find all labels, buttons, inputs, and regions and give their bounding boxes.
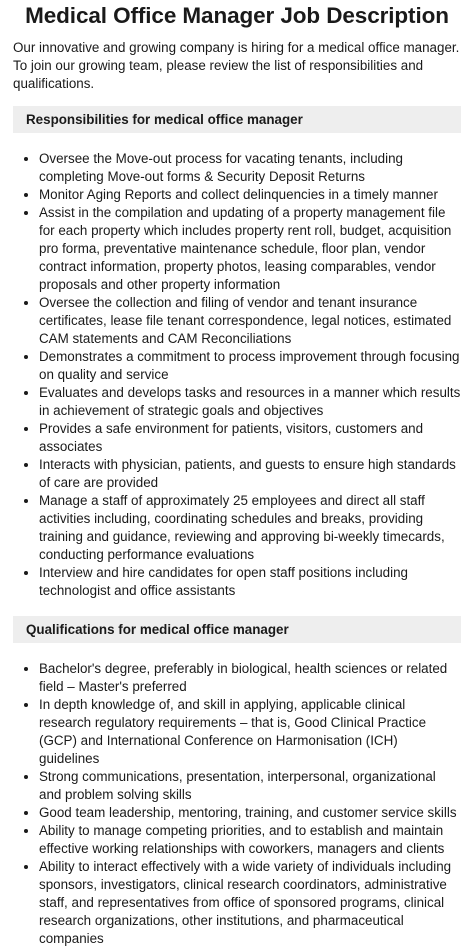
qualifications-list bbox=[13, 660, 461, 948]
list-item: • Ability to manage competing priorities, and to establish and maintain effective working relationships with coworkers, managers and clients bbox=[39, 822, 461, 858]
list-item: • Ability to interact effectively with a wide variety of individuals including sponsors, investigators, clinical research coordinators, administrative staff, and representatives from office of sponsored programs, clinical research organizations, other institutions, and pharmaceutical companies bbox=[39, 858, 461, 948]
list-item: • Manage a staff of approximately 25 employees and direct all staff activities including, coordinating schedules and breaks, providing training and guidance, reviewing and approving bi-weekly timecards, conducting performance evaluations bbox=[39, 492, 461, 564]
list-item: • Interacts with physician, patients, and guests to ensure high standards of care are provided bbox=[39, 456, 461, 492]
list-item: • Demonstrates a commitment to process improvement through focusing on quality and service bbox=[39, 348, 461, 384]
list-item: • Monitor Aging Reports and collect delinquencies in a timely manner bbox=[39, 186, 461, 204]
list-item: • Oversee the Move-out process for vacating tenants, including completing Move-out forms & Security Deposit Returns bbox=[39, 150, 461, 186]
list-item: • Interview and hire candidates for open staff positions including technologist and office assistants bbox=[39, 564, 461, 600]
list-item: • Evaluates and develops tasks and resources in a manner which results in achievement of strategic goals and objectives bbox=[39, 384, 461, 420]
list-item: • Good team leadership, mentoring, training, and customer service skills bbox=[39, 804, 461, 822]
qualifications-heading: Qualifications for medical office manager bbox=[13, 616, 461, 643]
list-item: • Provides a safe environment for patients, visitors, customers and associates bbox=[39, 420, 461, 456]
list-item: • Strong communications, presentation, interpersonal, organizational and problem solving skills bbox=[39, 768, 461, 804]
responsibilities-list bbox=[13, 150, 461, 600]
page-title: Medical Office Manager Job Description bbox=[25, 3, 449, 28]
list-item: • Assist in the compilation and updating of a property management file for each property which includes property rent roll, budget, acquisition pro forma, preventative maintenance schedule, floor plan, vendor contract information, property photos, leasing comparables, vendor proposals and other property information bbox=[39, 204, 461, 294]
list-item: • In depth knowledge of, and skill in applying, applicable clinical research regulatory requirements – that is, Good Clinical Practice (GCP) and International Conference on Harmonisation (ICH) guidelines bbox=[39, 696, 461, 768]
intro-paragraph: Our innovative and growing company is hiring for a medical office manager. To join our growing team, please review the list of responsibilities and qualifications. bbox=[13, 40, 460, 91]
responsibilities-heading: Responsibilities for medical office manager bbox=[13, 106, 461, 133]
list-item: • Oversee the collection and filing of vendor and tenant insurance certificates, lease file tenant correspondence, legal notices, estimated CAM statements and CAM Reconciliations bbox=[39, 294, 461, 348]
list-item: • Bachelor's degree, preferably in biological, health sciences or related field – Master's preferred bbox=[39, 660, 461, 696]
